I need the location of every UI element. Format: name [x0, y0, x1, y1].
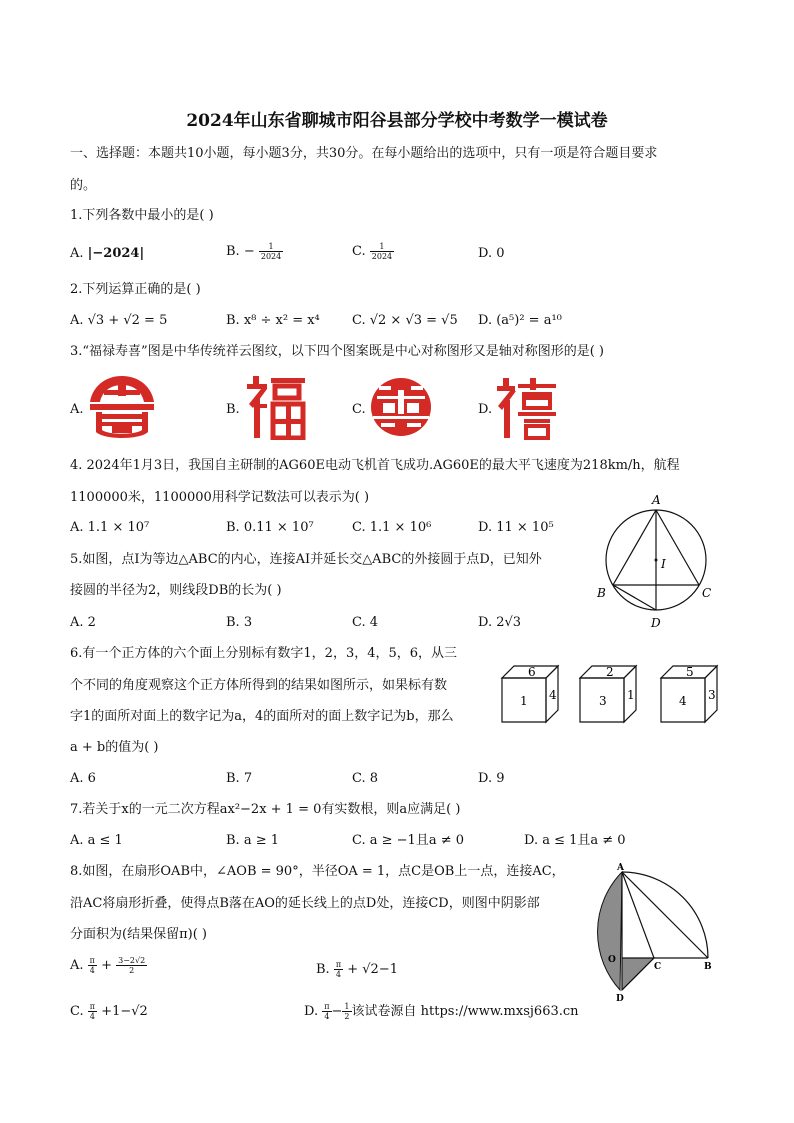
q4-option-a[interactable]: A. 1.1 × 10⁷ — [70, 520, 150, 535]
q5-option-c[interactable]: C. 4 — [352, 615, 379, 630]
q8-stem-line3: 分面积为(结果保留π)( ) — [70, 927, 207, 942]
q4-stem-line1: 4. 2024年1月3日，我国自主研制的AG60E电动飞机首飞成功.AG60E的最大平飞速度为218km/h，航程 — [70, 458, 680, 473]
q6-stem-line4: a + b的值为( ) — [70, 740, 159, 755]
q3-option-a[interactable]: A. — [70, 402, 84, 417]
fraction — [322, 1002, 331, 1021]
cube2-top: 2 — [606, 665, 614, 679]
option-label: D. — [304, 1004, 319, 1019]
q1-option-c[interactable] — [352, 242, 394, 261]
denominator: 2024 — [260, 252, 282, 261]
shou-round-seal-icon — [369, 376, 433, 438]
denominator: 4 — [324, 1012, 330, 1021]
cube1-top: 6 — [528, 665, 536, 679]
option-label: B. — [316, 962, 330, 977]
q1-option-d[interactable]: D. 0 — [478, 246, 505, 261]
q5-option-b[interactable]: B. 3 — [226, 615, 253, 630]
cube3-side: 3 — [708, 688, 716, 702]
cube2-side: 1 — [627, 688, 635, 702]
q3-option-c[interactable]: C. — [352, 402, 366, 417]
q3-stem: 3.“福禄寿喜”图是中华传统祥云图纹，以下四个图案既是中心对称图形又是轴对称图形的是( ) — [70, 344, 604, 359]
source-note: 该试卷源自 https://www.mxsj663.cn — [351, 1004, 579, 1019]
fraction — [370, 242, 394, 261]
q8-option-d[interactable] — [304, 1002, 579, 1021]
fraction — [334, 960, 343, 979]
numerator: π — [324, 1002, 330, 1011]
fraction — [342, 1002, 351, 1021]
q3-option-d[interactable]: D. — [478, 402, 493, 417]
numerator: π — [335, 960, 342, 969]
q5-option-d[interactable]: D. 2√3 — [478, 615, 522, 630]
denominator: 4 — [89, 966, 95, 975]
plus-sign: + — [101, 958, 112, 973]
q7-option-c[interactable]: C. a ≥ −1且a ≠ 0 — [352, 833, 464, 848]
q6-stem-line3: 字1的面所对面上的数字记为a，4的面所对的面上数字记为b，那么 — [70, 709, 454, 724]
q1-option-a[interactable] — [70, 246, 144, 262]
q8-option-a[interactable] — [70, 956, 147, 975]
numerator: 1 — [259, 242, 283, 252]
option-label: C. — [70, 1004, 84, 1019]
q4-option-b[interactable]: B. 0.11 × 10⁷ — [226, 520, 314, 535]
q8-sector-fold-figure — [584, 860, 720, 1006]
numerator: 3−2√2 — [118, 956, 146, 965]
q2-option-d[interactable]: D. (a⁵)² = a¹⁰ — [478, 313, 562, 328]
minus-sign: − — [243, 244, 255, 259]
option-value: |−2024| — [87, 246, 145, 261]
q1-stem: 1.下列各数中最小的是( ) — [70, 208, 214, 223]
q1-option-b[interactable] — [226, 242, 283, 261]
cube1-front: 1 — [520, 694, 528, 708]
option-label: A. — [70, 246, 84, 261]
q7-option-d[interactable]: D. a ≤ 1且a ≠ 0 — [524, 833, 626, 848]
q6-option-a[interactable]: A. 6 — [70, 771, 96, 786]
q8-option-c[interactable] — [70, 1002, 148, 1021]
section-instructions-line1: 一、选择题：本题共10小题，每小题3分，共30分。在每小题给出的选项中，只有一项是符合题目要求 — [70, 146, 658, 161]
label-b: B — [704, 962, 712, 972]
numerator: π — [89, 956, 95, 965]
label-d: D — [616, 994, 624, 1004]
q3-option-b[interactable]: B. — [226, 402, 240, 417]
label-b: B — [597, 586, 606, 600]
xi-round-seal-icon — [88, 374, 156, 440]
q6-cube-views-figure — [496, 660, 722, 728]
q2-stem: 2.下列运算正确的是( ) — [70, 282, 201, 297]
fraction — [88, 1002, 97, 1021]
q4-option-d[interactable]: D. 11 × 10⁵ — [478, 520, 554, 535]
denominator: 2024 — [371, 252, 393, 261]
q2-option-a[interactable]: A. √3 + √2 = 5 — [70, 313, 168, 328]
cube3-top: 5 — [686, 665, 694, 679]
q8-stem-line2: 沿AC将扇形折叠，使得点B落在AO的延长线上的点D处，连接CD，则图中阴影部 — [70, 896, 540, 911]
q7-stem: 7.若关于x的一元二次方程ax²−2x + 1 = 0有实数根，则a应满足( ) — [70, 802, 461, 817]
q4-stem-line2: 1100000米，1100000用科学记数法可以表示为( ) — [70, 490, 370, 505]
fraction — [88, 956, 97, 975]
denominator: 2 — [344, 1012, 350, 1021]
label-a: A — [652, 493, 661, 507]
label-d: D — [651, 616, 661, 630]
q2-option-b[interactable]: B. x⁸ ÷ x² = x⁴ — [226, 313, 320, 328]
fu-seal-icon — [245, 374, 307, 440]
q4-option-c[interactable]: C. 1.1 × 10⁶ — [352, 520, 432, 535]
numerator: π — [89, 1002, 96, 1011]
numerator: 1 — [344, 1002, 350, 1011]
q2-option-c[interactable]: C. √2 × √3 = √5 — [352, 313, 458, 328]
label-o: O — [608, 955, 616, 965]
label-i: I — [661, 557, 666, 571]
cube2-front: 3 — [599, 694, 607, 708]
minus-sign: − — [331, 1004, 343, 1019]
q6-stem-line1: 6.有一个正方体的六个面上分别标有数字1，2，3，4，5，6，从三 — [70, 646, 458, 661]
expression-rest: + √2−1 — [347, 962, 398, 977]
fraction — [259, 242, 283, 261]
q8-stem-line1: 8.如图，在扇形OAB中，∠AOB = 90°，半径OA = 1，点C是OB上一点，连接AC， — [70, 864, 565, 879]
label-c: C — [654, 962, 662, 972]
q8-option-b[interactable] — [316, 960, 398, 979]
cube1-side: 4 — [549, 688, 557, 702]
cube3-front: 4 — [679, 694, 687, 708]
section-instructions-line2: 的。 — [70, 178, 97, 193]
label-c: C — [702, 586, 712, 600]
numerator: 1 — [370, 242, 394, 252]
label-a: A — [617, 863, 624, 873]
option-label: C. — [352, 244, 366, 259]
denominator: 2 — [129, 966, 135, 975]
q6-option-b[interactable]: B. 7 — [226, 771, 253, 786]
page-title: 2024年山东省聊城市阳谷县部分学校中考数学一模试卷 — [186, 111, 608, 131]
q5-option-a[interactable]: A. 2 — [70, 615, 96, 630]
option-label: B. — [226, 244, 240, 259]
q7-option-b[interactable]: B. a ≥ 1 — [226, 833, 279, 848]
q5-stem-line1: 5.如图，点I为等边△ABC的内心，连接AI并延长交△ABC的外接圆于点D，已知外 — [70, 552, 542, 567]
q5-stem-line2: 接圆的半径为2，则线段DB的长为( ) — [70, 583, 282, 598]
q6-option-d[interactable]: D. 9 — [478, 771, 505, 786]
q6-stem-line2: 个不同的角度观察这个正方体所得到的结果如图所示，如果标有数 — [70, 678, 448, 693]
q7-option-a[interactable]: A. a ≤ 1 — [70, 833, 123, 848]
q5-circle-triangle-figure — [592, 488, 722, 634]
fraction — [116, 956, 147, 975]
denominator: 4 — [335, 970, 341, 979]
q6-option-c[interactable]: C. 8 — [352, 771, 379, 786]
denominator: 4 — [89, 1012, 95, 1021]
xi-seal-icon — [496, 376, 558, 440]
expression-rest: +1−√2 — [101, 1004, 148, 1019]
option-label: A. — [70, 958, 84, 973]
